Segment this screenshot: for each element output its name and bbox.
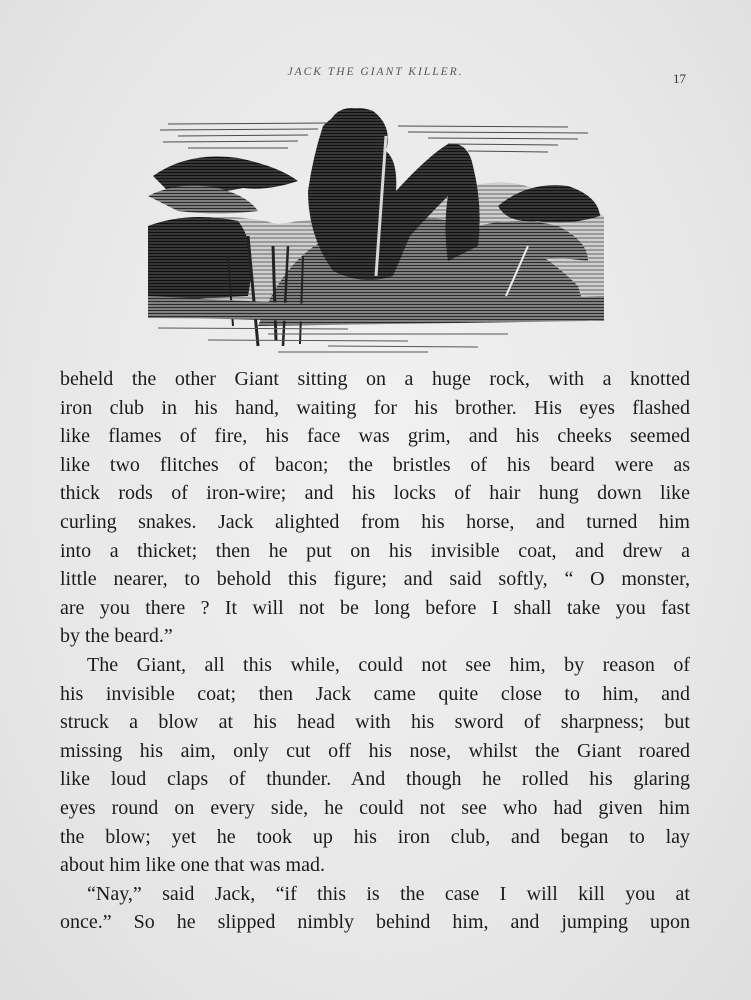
text-line: his invisible coat; then Jack came quite close to him, and xyxy=(60,682,690,705)
text-line: are you there ? It will not be long before I shall take you fast xyxy=(60,596,690,619)
text-line: curling snakes. Jack alighted from his horse, and turned him xyxy=(60,510,690,533)
text-line: like loud claps of thunder. And though he rolled his glaring xyxy=(60,768,690,791)
text-line: “Nay,” said Jack, “if this is the case I will kill you at xyxy=(87,882,690,905)
text-line: missing his aim, only cut off his nose, whilst the Giant roared xyxy=(60,739,690,762)
text-line: eyes round on every side, he could not see who had given him xyxy=(60,796,690,819)
text-line: once.” So he slipped nimbly behind him, and jumping upon xyxy=(60,911,690,934)
text-line: struck a blow at his head with his sword of sharpness; but xyxy=(60,711,690,734)
text-line: thick rods of iron-wire; and his locks of hair hung down like xyxy=(60,482,690,505)
text-line: like two flitches of bacon; the bristles of his beard were as xyxy=(60,453,690,476)
text-line: like flames of fire, his face was grim, and his cheeks seemed xyxy=(60,425,690,448)
paragraph-2 xyxy=(60,651,690,880)
paragraph-3 xyxy=(60,880,690,937)
running-head: JACK THE GIANT KILLER. xyxy=(287,66,464,78)
water-lines xyxy=(158,328,508,352)
text-line: into a thicket; then he put on his invisible coat, and drew a xyxy=(60,539,690,562)
text-line: little nearer, to behold this figure; and said softly, “ O monster, xyxy=(60,568,690,591)
page-number: 17 xyxy=(673,71,686,86)
text-line: the blow; yet he took up his iron club, and began to lay xyxy=(60,825,690,848)
body-text xyxy=(60,365,690,937)
text-line: beheld the other Giant sitting on a huge rock, with a knotted xyxy=(60,368,690,390)
giant-engraving xyxy=(148,96,604,366)
text-line: about him like one that was mad. xyxy=(60,854,325,877)
paragraph-1 xyxy=(60,365,690,651)
text-line: by the beard.” xyxy=(60,625,173,648)
text-line: The Giant, all this while, could not see him, by reason of xyxy=(87,653,690,676)
text-line: iron club in his hand, waiting for his brother. His eyes flashed xyxy=(60,396,690,419)
